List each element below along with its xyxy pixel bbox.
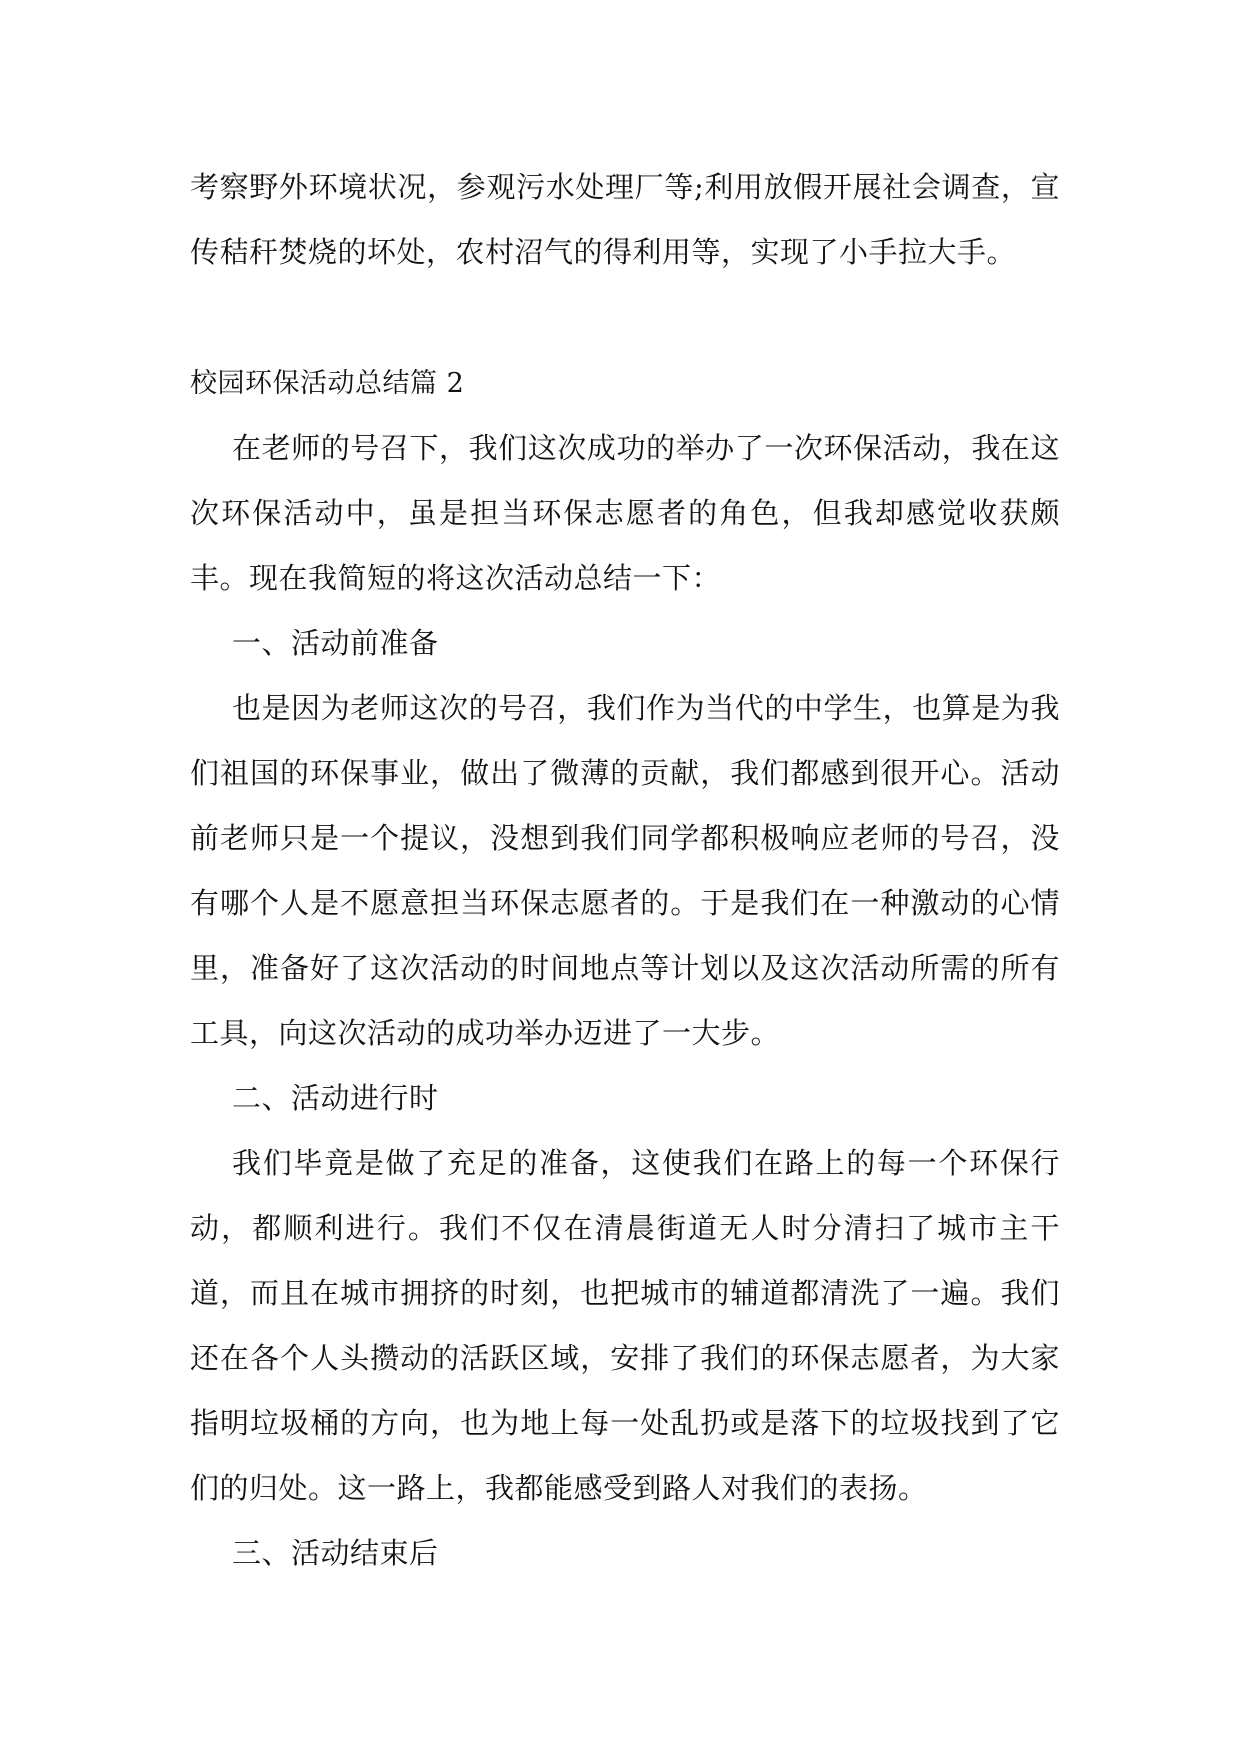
heading-after-activity: 三、活动结束后 — [232, 1536, 439, 1570]
paragraph-preparation: 也是因为老师这次的号召，我们作为当代的中学生，也算是为我们祖国的环保事业，做出了微薄的贡献，我们都感到很开心。活动前老师只是一个提议，没想到我们同学都积极响应老师的号召，没有哪个人是不愿意担当环保志愿者的。于是我们在一种激动的心情里，准备好了这次活动的时间地点等计划以及这次活动所需的所有工具，向这次活动的成功举办迈进了一大步。 — [190, 691, 1060, 1050]
paragraph-continuation: 考察野外环境状况，参观污水处理厂等;利用放假开展社会调查，宣传秸秆焚烧的坏处，农村沼气的得利用等，实现了小手拉大手。 — [190, 170, 1060, 269]
heading-during-activity: 二、活动进行时 — [232, 1081, 439, 1115]
document-body — [190, 155, 1060, 1586]
heading-preparation: 一、活动前准备 — [232, 626, 439, 660]
paragraph-intro: 在老师的号召下，我们这次成功的举办了一次环保活动，我在这次环保活动中，虽是担当环保志愿者的角色，但我却感觉收获颇丰。现在我简短的将这次活动总结一下： — [190, 431, 1060, 595]
section-title: 校园环保活动总结篇 2 — [190, 368, 465, 399]
paragraph-during-activity: 我们毕竟是做了充足的准备，这使我们在路上的每一个环保行动，都顺利进行。我们不仅在清晨街道无人时分清扫了城市主干道，而且在城市拥挤的时刻，也把城市的辅道都清洗了一遍。我们还在各个人头攒动的活跃区域，安排了我们的环保志愿者，为大家指明垃圾桶的方向，也为地上每一处乱扔或是落下的垃圾找到了它们的归处。这一路上，我都能感受到路人对我们的表扬。 — [190, 1146, 1060, 1505]
